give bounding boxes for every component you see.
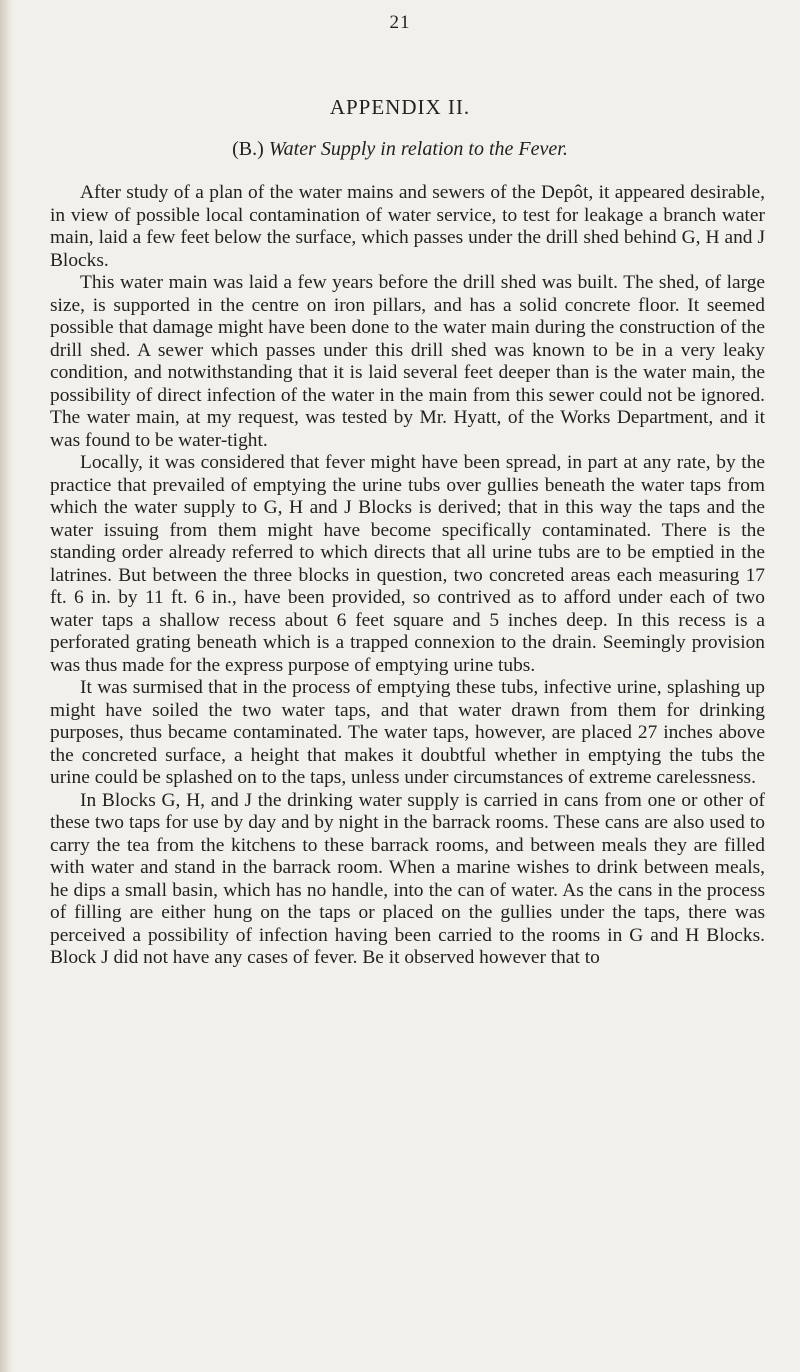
paragraph-2: This water main was laid a few years before the drill shed was built. The shed, of large size, is supported in the centre on iron pillars, and has a solid concrete floor. It seemed possible that damage might have been done to the water main during the construction of the drill shed. A sewer which passes under this drill shed was known to be in a very leaky condition, and notwithstanding that it is laid several feet deeper than is the water main, the possibility of direct infection of the water in the main from this sewer could not be ignored. The water main, at my request, was tested by Mr. Hyatt, of the Works Department, and it was found to be water-tight. (50, 272, 765, 451)
body-text (50, 182, 765, 970)
section-marker: (B.) (232, 138, 264, 160)
section-heading (0, 138, 800, 161)
section-title: Water Supply in relation to the Fever. (268, 138, 568, 160)
paragraph-4: It was surmised that in the process of emptying these tubs, infective urine, splashing up might have soiled the two water taps, and that water drawn from them for drinking purposes, thus became contaminated. The water taps, however, are placed 27 inches above the concreted surface, a height that makes it doubtful whether in emptying the tubs the urine could be splashed on to the taps, unless under circumstances of extreme carelessness. (50, 677, 765, 788)
paragraph-3: Locally, it was considered that fever might have been spread, in part at any rate, by the practice that prevailed of emptying the urine tubs over gullies beneath the water taps from which the water supply to G, H and J Blocks is derived; that in this way the taps and the water issuing from them might have become specifically contaminated. There is the standing order already referred to which directs that all urine tubs are to be emptied in the latrines. But between the three blocks in question, two concreted areas each measuring 17 ft. 6 in. by 11 ft. 6 in., have been provided, so contrived as to afford under each of two water taps a shallow recess about 6 feet square and 5 inches deep. In this recess is a perforated grating beneath which is a trapped connexion to the drain. Seemingly provision was thus made for the express purpose of emptying urine tubs. (50, 452, 765, 676)
paragraph-5: In Blocks G, H, and J the drinking water supply is carried in cans from one or other of these two taps for use by day and by night in the barrack rooms. These cans are also used to carry the tea from the kitchens to these barrack rooms, and between meals they are filled with water and stand in the barrack room. When a marine wishes to drink between meals, he dips a small basin, which has no handle, into the can of water. As the cans in the process of filling are either hung on the taps or placed on the gullies under the taps, there was perceived a possibility of infection having been carried to the rooms in G and H Blocks. Block J did not have any cases of fever. Be it observed however that to (50, 789, 765, 968)
appendix-title: APPENDIX II. (329, 95, 471, 119)
page-edge-shadow (0, 0, 14, 1372)
paragraph-1: After study of a plan of the water mains and sewers of the Depôt, it appeared desirable, in view of possible local contamination of water service, to test for leakage a branch water main, laid a few feet below the surface, which passes under the drill shed behind G, H and J Blocks. (50, 182, 765, 271)
page-number: 21 (389, 12, 411, 33)
